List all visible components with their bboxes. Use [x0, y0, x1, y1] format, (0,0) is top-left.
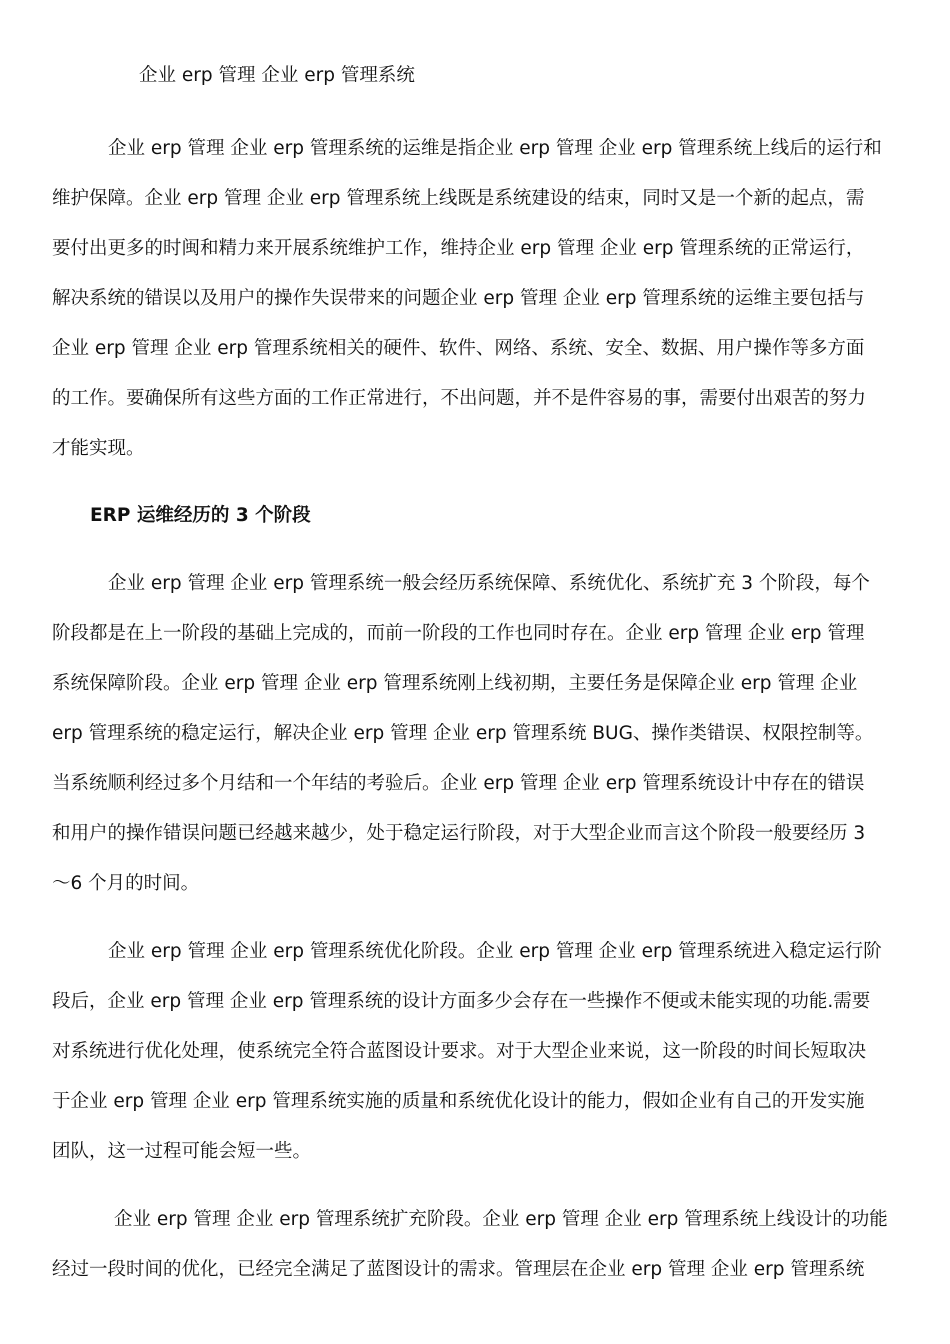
paragraph-line: 维护保障。企业 erp 管理 企业 erp 管理系统上线既是系统建设的结束，同时又是一个新的起点，需 [52, 188, 865, 209]
paragraph-intro [52, 124, 898, 474]
paragraph-line: 企业 erp 管理 企业 erp 管理系统优化阶段。企业 erp 管理 企业 erp 管理系统进入稳定运行阶 [108, 941, 882, 962]
section-heading: ERP 运维经历的 3 个阶段 [90, 505, 311, 526]
paragraph-stages [52, 559, 898, 909]
paragraph-line: 要付出更多的时闽和精力来开展系统维护工作，维持企业 erp 管理 企业 erp 管理系统的正常运行， [52, 238, 865, 259]
paragraph-line: 企业 erp 管理 企业 erp 管理系统扩充阶段。企业 erp 管理 企业 erp 管理系统上线设计的功能 [114, 1209, 888, 1230]
paragraph-line: 解决系统的错误以及用户的操作失误带来的问题企业 erp 管理 企业 erp 管理系统的运维主要包括与 [52, 288, 865, 309]
paragraph-line: 系统保障阶段。企业 erp 管理 企业 erp 管理系统刚上线初期，主要任务是保障企业 erp 管理 企业 [52, 673, 858, 694]
paragraph-line: 和用户的操作错误问题已经越来越少，处于稳定运行阶段，对于大型企业而言这个阶段一般要经历 3 [52, 823, 866, 844]
paragraph-line: 经过一段时间的优化，已经完全满足了蓝图设计的需求。管理层在企业 erp 管理 企业 erp 管理系统 [52, 1259, 865, 1280]
paragraph-line: 于企业 erp 管理 企业 erp 管理系统实施的质量和系统优化设计的能力，假如企业有自己的开发实施 [52, 1091, 865, 1112]
paragraph-line: 阶段都是在上一阶段的基础上完成的，而前一阶段的工作也同时存在。企业 erp 管理 企业 erp 管理 [52, 623, 865, 644]
paragraph-line: 企业 erp 管理 企业 erp 管理系统相关的硬件、软件、网络、系统、安全、数据、用户操作等多方面 [52, 338, 865, 359]
document-title: 企业 erp 管理 企业 erp 管理系统 [139, 65, 415, 86]
paragraph-expansion [52, 1195, 898, 1295]
paragraph-line: 对系统进行优化处理，使系统完全符合蓝图设计要求。对于大型企业来说，这一阶段的时间长短取决 [52, 1041, 867, 1062]
paragraph-line: 段后，企业 erp 管理 企业 erp 管理系统的设计方面多少会存在一些操作不便或未能实现的功能.需要 [52, 991, 871, 1012]
paragraph-line: erp 管理系统的稳定运行，解决企业 erp 管理 企业 erp 管理系统 BUG、操作类错误、权限控制等。 [52, 723, 874, 744]
paragraph-line: 团队，这一过程可能会短一些。 [52, 1141, 312, 1162]
paragraph-optimization [52, 927, 898, 1177]
paragraph-line: 企业 erp 管理 企业 erp 管理系统的运维是指企业 erp 管理 企业 erp 管理系统上线后的运行和 [108, 138, 882, 159]
paragraph-line: 的工作。要确保所有这些方面的工作正常进行，不出问题，并不是件容易的事，需要付出艰苦的努力 [52, 388, 867, 409]
paragraph-line: 当系统顺利经过多个月结和一个年结的考验后。企业 erp 管理 企业 erp 管理系统设计中存在的错误 [52, 773, 865, 794]
paragraph-line: ～6 个月的时间。 [52, 873, 200, 894]
paragraph-line: 才能实现。 [52, 438, 145, 459]
paragraph-line: 企业 erp 管理 企业 erp 管理系统一般会经历系统保障、系统优化、系统扩充 3 个阶段，每个 [108, 573, 870, 594]
